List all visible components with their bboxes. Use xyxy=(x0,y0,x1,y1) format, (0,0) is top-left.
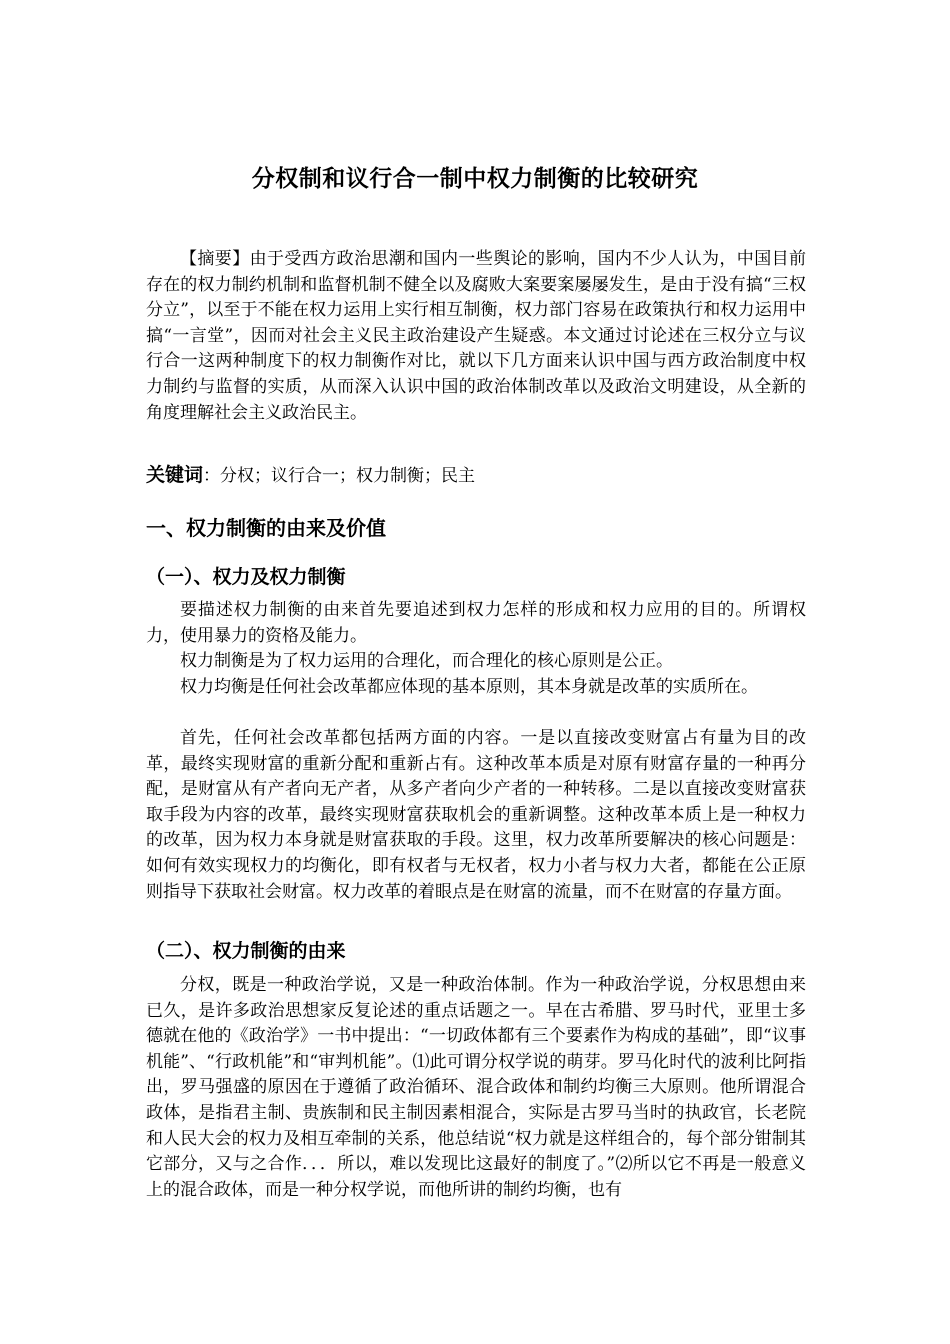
abstract-paragraph: 【摘要】由于受西方政治思潮和国内一些舆论的影响，国内不少人认为，中国目前存在的权力制约机制和监督机制不健全以及腐败大案要案屡屡发生，是由于没有搞“三权分立”，以至于不能在权力运用上实行相互制衡，权力部门容易在政策执行和权力运用中搞“一言堂”，因而对社会主义民主政治建设产生疑惑。本文通过讨论述在三权分立与议行合一这两种制度下的权力制衡作对比，就以下几方面来认识中国与西方政治制度中权力制约与监督的实质，从而深入认识中国的政治体制改革以及政治文明建设，从全新的角度理解社会主义政治民主。 xyxy=(146,249,806,423)
paragraph-power-definition: 要描述权力制衡的由来首先要追述到权力怎样的形成和权力应用的目的。所谓权力，使用暴力的资格及能力。 xyxy=(146,600,806,646)
keywords-label: 关键词 xyxy=(146,464,204,486)
document-title: 分权制和议行合一制中权力制衡的比较研究 xyxy=(251,166,699,192)
paragraph-social-reform: 首先，任何社会改革都包括两方面的内容。一是以直接改变财富占有量为目的改革，最终实现财富的重新分配和重新占有。这种改革本质是对原有财富存量的一种再分配，是财富从有产者向无产者，从多产者向少产者的一种转移。二是以直接改变财富获取手段为内容的改革，最终实现财富获取机会的重新调整。这种改革本质上是一种权力的改革，因为权力本身就是财富获取的手段。这里，权力改革所要解决的核心问题是：如何有效实现权力的均衡化，即有权者与无权者，权力小者与权力大者，都能在公正原则指导下获取社会财富。权力改革的着眼点是在财富的流量，而不在财富的存量方面。 xyxy=(146,728,806,902)
keywords-line xyxy=(146,462,806,489)
keywords-text: ：分权；议行合一；权力制衡；民主 xyxy=(203,466,476,486)
paragraph-power-balance-principle: 权力均衡是任何社会改革都应体现的基本原则，其本身就是改革的实质所在。 xyxy=(180,677,758,697)
subsection-2-heading: （二）、权力制衡的由来 xyxy=(146,940,346,962)
paragraph-power-balance-purpose: 权力制衡是为了权力运用的合理化，而合理化的核心原则是公正。 xyxy=(180,651,673,671)
paragraph-separation-of-powers: 分权，既是一种政治学说，又是一种政治体制。作为一种政治学说，分权思想由来已久，是许多政治思想家反复论述的重点话题之一。早在古希腊、罗马时代，亚里士多德就在他的《政治学》一书中提出：“一切政体都有三个要素作为构成的基础”，即“议事机能”、“行政机能”和“审判机能”。⑴此可谓分权学说的萌芽。罗马化时代的波利比阿指出，罗马强盛的原因在于遵循了政治循环、混合政体和制约均衡三大原则。他所谓混合政体，是指君主制、贵族制和民主制因素相混合，实际是古罗马当时的执政官，长老院和人民大会的权力及相互牵制的关系，他总结说“权力就是这样组合的，每个部分钳制其它部分，又与之合作．．．所以，难以发现比这最好的制度了。”⑵所以它不再是一般意义上的混合政体，而是一种分权学说，而他所讲的制约均衡，也有 xyxy=(146,975,806,1200)
section-1-heading: 一、权力制衡的由来及价值 xyxy=(146,516,386,540)
subsection-1-heading: （一）、权力及权力制衡 xyxy=(146,566,346,588)
